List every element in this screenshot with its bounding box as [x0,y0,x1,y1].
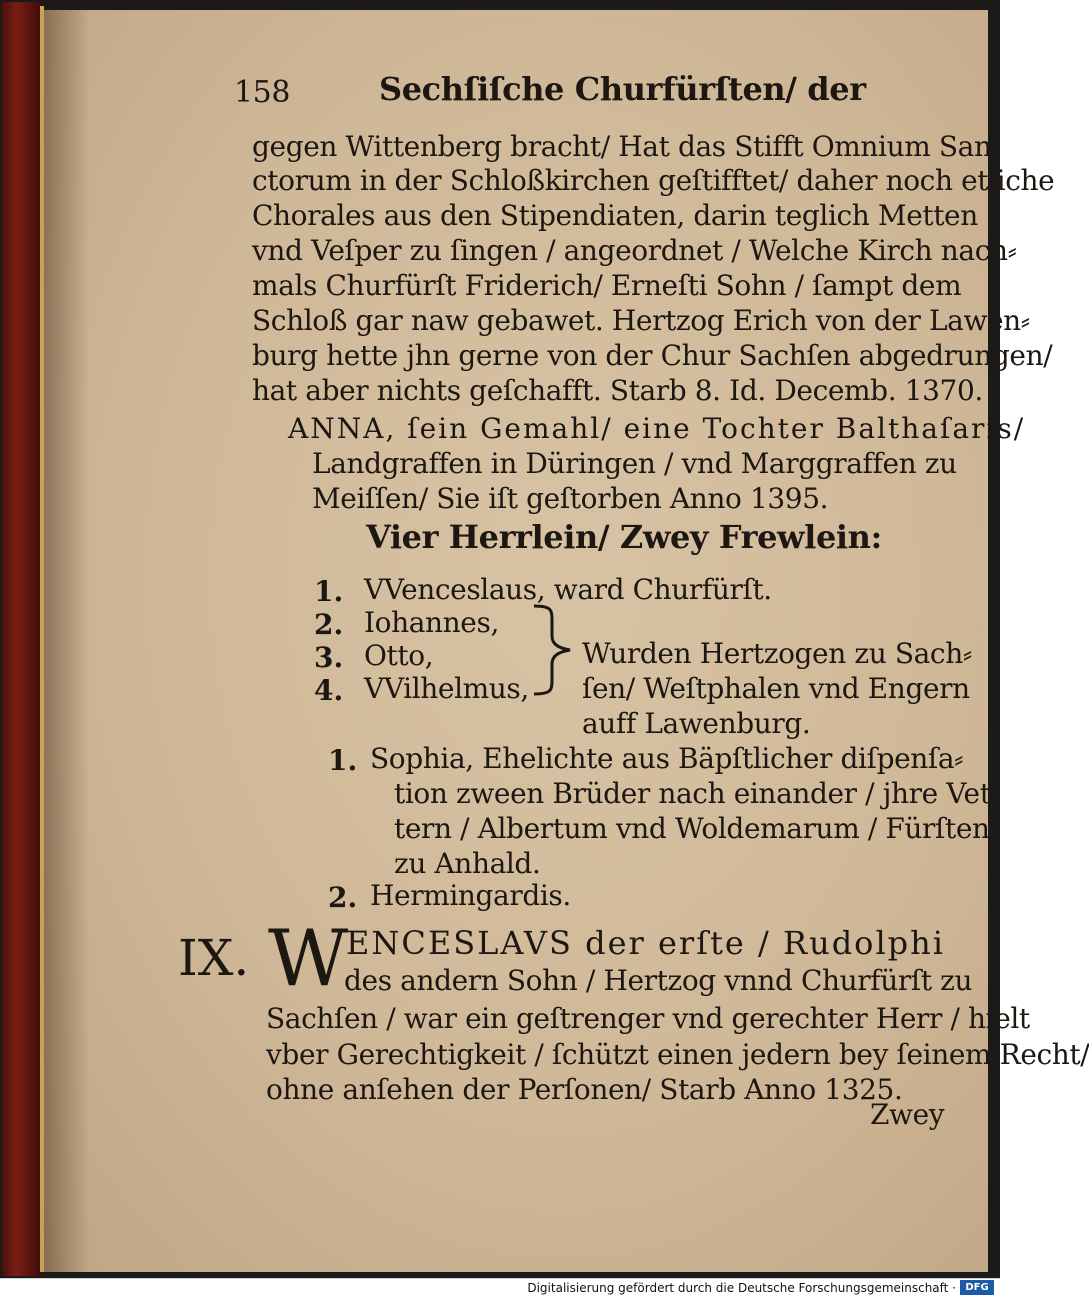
son-name: Otto, [364,639,434,672]
text-line: gegen Wittenberg bracht/ Hat das Stifft Omnium San⸗ [252,130,1001,163]
anna-line: ANNA, ſein Gemahl/ eine Tochter Balthaſaris/ [288,412,1026,445]
chapter-line: des andern Sohn / Hertzog vnnd Churfürſt zu [344,964,973,997]
son-name: VVenceslaus, ward Churfürſt. [364,573,772,606]
text-line: Chorales aus den Stipendiaten, darin teglich Metten [252,199,978,232]
daughter-line: tern / Albertum vnd Woldemarum / Fürſten [394,812,990,845]
catchword: Zwey [870,1098,945,1131]
chapter-line: Sachſen / war ein geſtrenger vnd gerechter Herr / hielt [266,1002,1030,1035]
anna-line: Meiſſen/ Sie iſt geſtorben Anno 1395. [312,482,829,515]
drop-cap-initial: W [268,914,349,1004]
chapter-line: vber Gerechtigkeit / ſchützt einen jedern bey ſeinem Recht/ [266,1038,1089,1071]
dfg-logo-icon: DFG [960,1280,994,1295]
list-number: 2. [328,881,358,914]
footer-credit: Digitalisierung gefördert durch die Deutsche Forschungsgemeinschaft · [527,1281,956,1295]
text-line: hat aber nichts geſchafft. Starb 8. Id. Decemb. 1370. [252,374,983,407]
text-line: mals Churfürſt Friderich/ Erneſti Sohn / ſampt dem [252,269,962,302]
daughter-line: zu Anhald. [394,847,541,880]
daughter-line: Hermingardis. [370,879,571,912]
text-line: burg hette jhn gerne von der Chur Sachſen abgedrungen/ [252,339,1053,372]
text-line: ctorum in der Schloßkirchen geſtifftet/ daher noch etliche [252,164,1055,197]
list-number: 2. [314,608,344,641]
text-line: vnd Veſper zu ſingen / angeordnet / Welche Kirch nach⸗ [252,234,1017,267]
footer-bar [0,1278,1000,1297]
chapter-roman-numeral: IX. [178,929,250,987]
list-number: 1. [314,575,344,608]
daughter-line: tion zween Brüder nach einander / jhre Vet⸗ [394,777,1000,810]
text-line: Schloß gar naw gebawet. Hertzog Erich von der Lawen⸗ [252,304,1030,337]
anna-line: Landgraffen in Düringen / vnd Marggraffen zu [312,447,957,480]
sons-note-line: ſen/ Weſtphalen vnd Engern [582,672,970,705]
list-number: 3. [314,641,344,674]
page-number: 158 [234,75,291,110]
sons-note-line: auff Lawenburg. [582,707,811,740]
sons-note-line: Wurden Hertzogen zu Sach⸗ [582,637,972,670]
daughter-line: Sophia, Ehelichte aus Bäpſtlicher diſpenſa⸗ [370,742,964,775]
book-page [44,10,1089,1272]
book-spine-edge [2,2,42,1276]
curly-brace-icon [530,600,580,700]
list-number: 4. [314,674,344,707]
list-number: 1. [328,744,358,777]
gutter-shadow [44,10,90,1272]
section-heading: Vier Herrlein/ Zwey Frewlein: [366,518,882,556]
son-name: VVilhelmus, [364,672,529,705]
running-head: Sechſiſche Churfürſten/ der [379,70,866,108]
chapter-first-line: ENCESLAVS der erſte / Rudolphi [346,924,945,962]
son-name: Iohannes, [364,606,499,639]
chapter-line: ohne anſehen der Perſonen/ Starb Anno 1325. [266,1073,903,1106]
